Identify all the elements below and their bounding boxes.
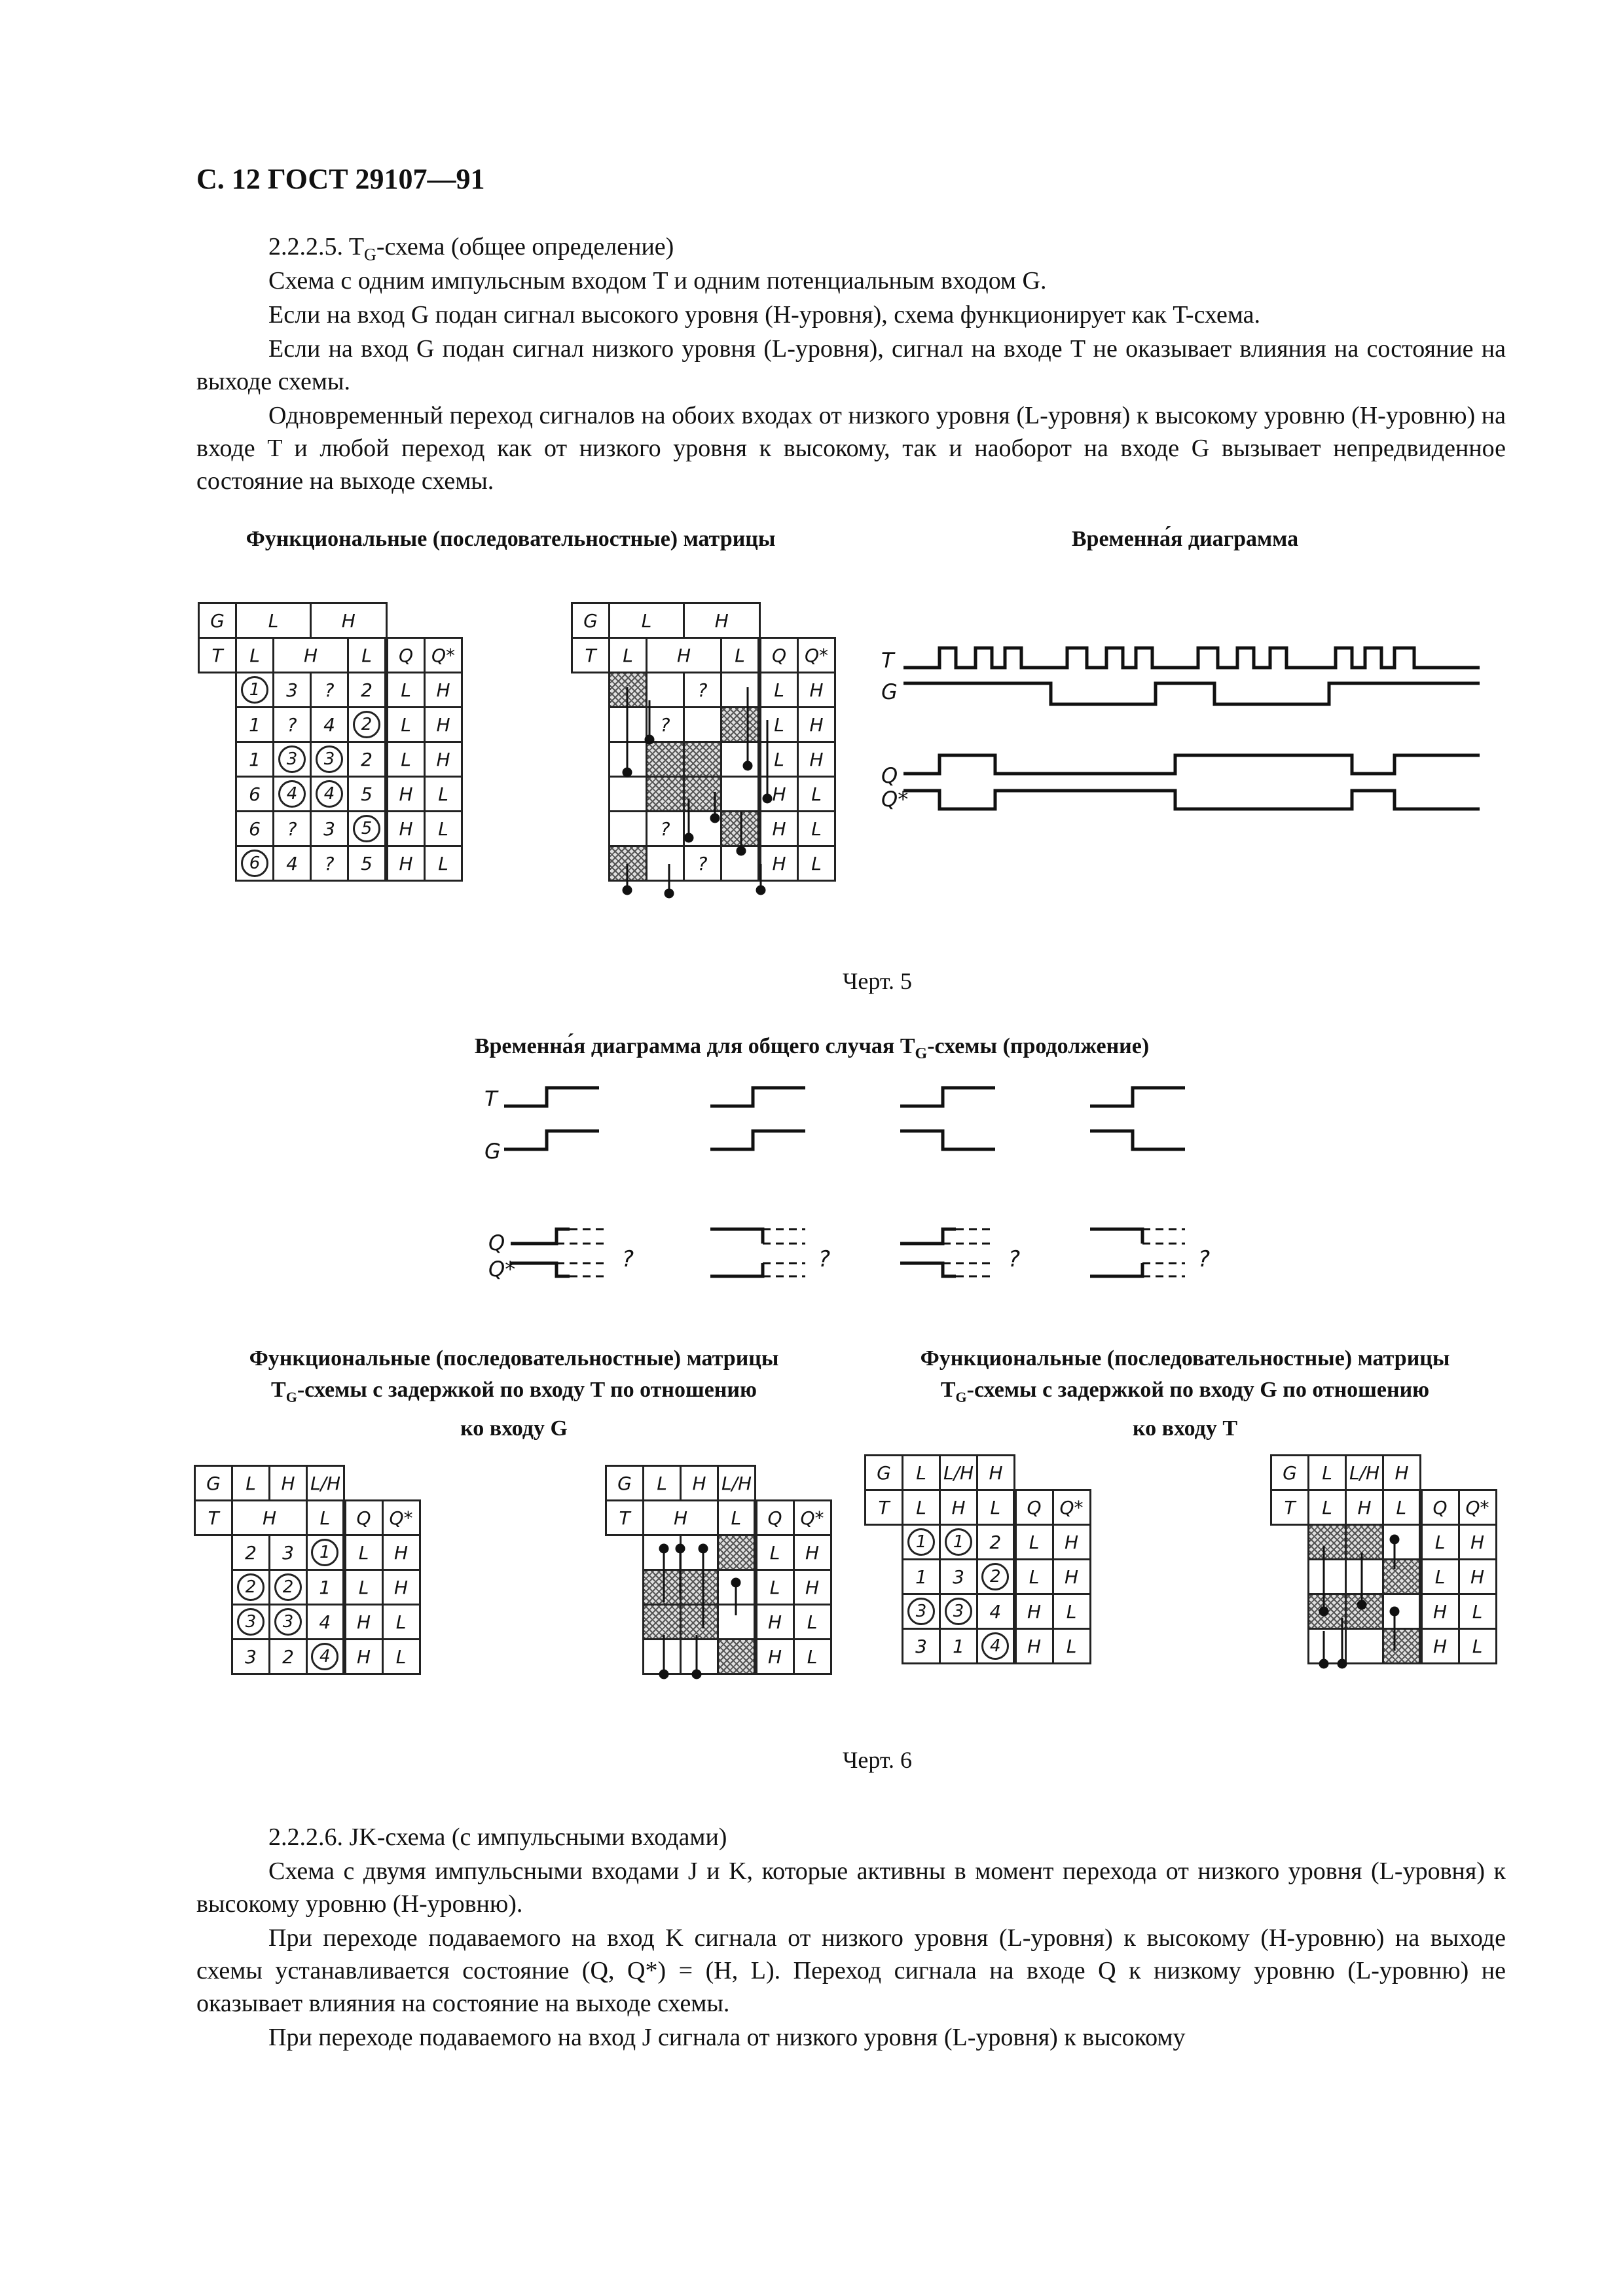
figure-caption: Временна́я диаграмма	[1071, 527, 1299, 551]
signal-g	[903, 683, 1480, 704]
figure-caption: Функциональные (последовательностные) матрицы $T_G$-схемы с задержкой по входу G по отношению ко входу T	[920, 1346, 1450, 1441]
figure-label: Черт. 5	[843, 968, 912, 994]
svg-text:T: T	[484, 1086, 498, 1111]
section-title-2225: 2.2.2.5. $T_G$-схема (общее определение)	[268, 233, 674, 264]
section-title-2226: 2.2.2.6. JK-схема (с импульсными входами)	[268, 1823, 727, 1851]
svg-text:G: G	[484, 1139, 501, 1164]
figure-label: Черт. 6	[843, 1747, 912, 1773]
svg-text:T: T	[881, 648, 894, 673]
paragraph: Одновременный переход сигналов на обоих входах от низкого уровня (L-уровня) к высокому уровню (H-уровню) на входе T и любой переход как от низкого уровня к высокому, так и наоборот на входе G вызывает непредвиденное состояние на выходе схемы.	[196, 402, 1506, 495]
timing-diagram	[877, 628, 1506, 851]
signal-q	[903, 755, 1480, 774]
svg-text:?: ?	[1008, 1246, 1021, 1272]
svg-text:?: ?	[622, 1246, 634, 1272]
function-matrix-hatched: G L H T L H L Q Q* ? L H ? L H L H H L ? H L ? H L	[571, 602, 836, 882]
function-matrix: G L H L/H T H L Q Q* 2 3 1 L H 2 2 1 L H 3 3 4 H L 3 2 4 H L	[194, 1465, 421, 1675]
paragraph: Если на вход G подан сигнал низкого уровня (L-уровня), сигнал на входе T не оказывает влияния на состояние на выходе схемы.	[196, 335, 1506, 395]
signal-t	[903, 648, 1480, 668]
svg-text:?: ?	[818, 1246, 831, 1272]
svg-text:Q*: Q*	[488, 1257, 516, 1282]
paragraph: При переходе подаваемого на вход K сигнала от низкого уровня (L-уровня) к высокому (H-уровню) на выходе схемы устанавливается состояние (Q, Q*) = (H, L). Переход сигнала на входе Q к низкому уровню (L-уровню) не оказывает влияния на состояние на выходе схемы.	[196, 1924, 1506, 2017]
function-matrix-hatched: G L L/H H T L H L Q Q* L H L H H L H L	[1270, 1454, 1497, 1664]
function-matrix: G L H T L H L Q Q* 1 3 ? 2 L H 1 ? 4 2 L H 1 3 3 2 L H 6 4 4 5 H L 6 ? 3 5 H L 6 4 ? 5 H L	[198, 602, 463, 882]
signal-qstar	[903, 791, 1480, 809]
function-matrix: G L L/H H T L H L Q Q* 1 1 2 L H 1 3 2 L H 3 3 4 H L 3 1 4 H L	[864, 1454, 1091, 1664]
paragraph: Если на вход G подан сигнал высокого уровня (H-уровня), схема функционирует как T-схема.	[268, 301, 1261, 329]
svg-text:?: ?	[1198, 1246, 1211, 1272]
function-matrix-hatched: G L H L/H T H L Q Q* L H L H H L H L	[605, 1465, 832, 1675]
figure-caption: Функциональные (последовательностные) матрицы	[246, 527, 776, 551]
matrix-transition-lines	[1270, 1454, 1427, 1677]
svg-text:Q*: Q*	[881, 787, 909, 812]
svg-text:Q: Q	[488, 1230, 505, 1255]
figure-title: Временна́я диаграмма для общего случая $T_G$-схемы (продолжение)	[474, 1034, 1150, 1062]
figure-caption: Функциональные (последовательностные) матрицы $T_G$-схемы с задержкой по входу T по отношению ко входу G	[249, 1346, 779, 1441]
matrix-transition-lines	[571, 602, 846, 910]
paragraph: Схема с одним импульсным входом T и одним потенциальным входом G.	[268, 267, 1047, 295]
matrix-transition-lines	[605, 1465, 762, 1687]
svg-text:G: G	[881, 679, 898, 704]
paragraph: При переходе подаваемого на вход J сигнала от низкого уровня (L-уровня) к высокому	[268, 2024, 1186, 2051]
svg-text:Q: Q	[881, 763, 898, 788]
page-header: С. 12 ГОСТ 29107—91	[196, 163, 485, 195]
paragraph: Схема с двумя импульсными входами J и K, которые активны в момент перехода от низкого уровня (L-уровня) к высокому уровню (H-уровню).	[196, 1857, 1506, 1918]
timing-cases	[484, 1073, 1270, 1309]
